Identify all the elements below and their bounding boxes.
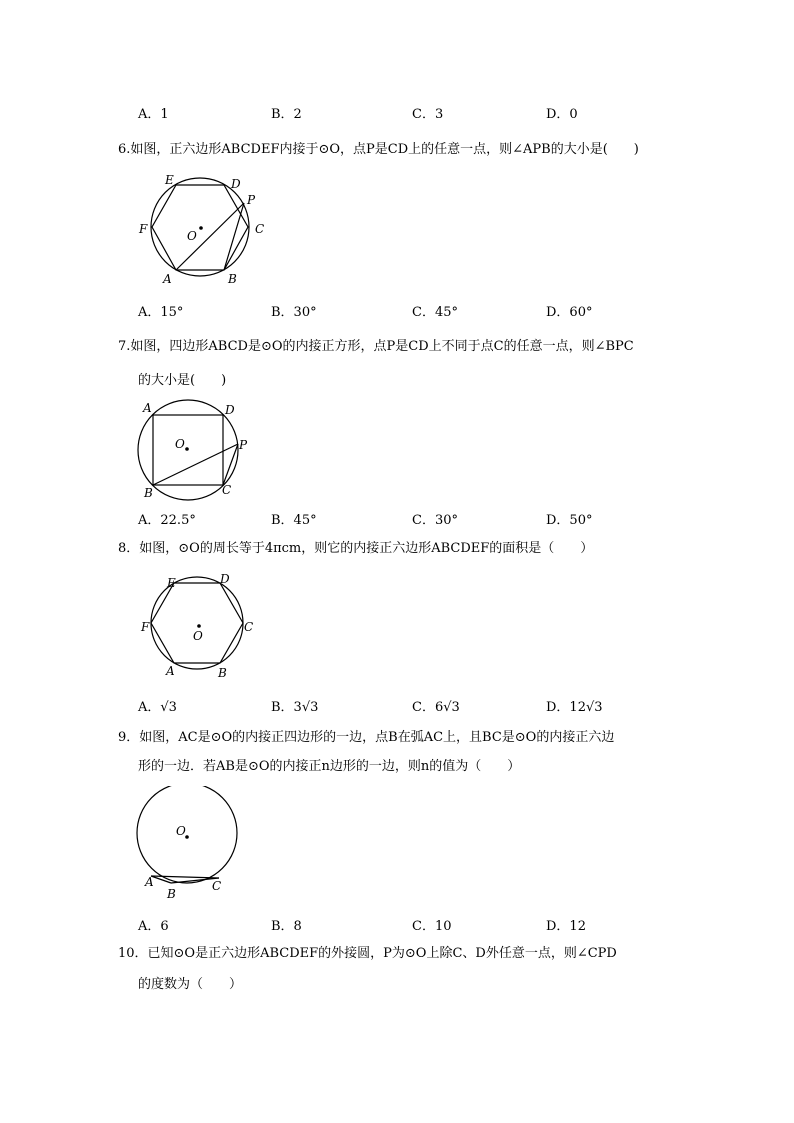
q6-figure — [130, 170, 270, 290]
q7-option-c: C．30° — [412, 513, 458, 528]
q8-label-d: D — [220, 572, 230, 586]
q7-label-o: O — [175, 437, 185, 451]
q6-label-o: O — [187, 229, 197, 243]
q7-question-text-line1: 7.如图，四边形ABCD是⊙O的内接正方形，点P是CD上不同于点C的任意一点，则∠BPC — [118, 339, 634, 354]
q6-question-text: 6.如图，正六边形ABCDEF内接于⊙O，点P是CD上的任意一点，则∠APB的大小是( ) — [118, 142, 639, 157]
q9-label-b: B — [167, 887, 176, 901]
q7-label-b: B — [144, 486, 153, 500]
q6-option-c: C．45° — [412, 305, 458, 320]
q6-option-d: D．60° — [546, 305, 593, 320]
q6-options — [138, 301, 698, 319]
q9-question-text-line2: 形的一边．若AB是⊙O的内接正n边形的一边，则n的值为（ ） — [138, 759, 521, 774]
q8-option-c: C．6√3 — [412, 700, 460, 715]
q9-label-o: O — [176, 824, 186, 838]
q8-question-text: 8．如图，⊙O的周长等于4πcm，则它的内接正六边形ABCDEF的面积是（ ） — [118, 541, 594, 556]
q9-option-b: B．8 — [271, 919, 302, 934]
q6-label-e: E — [165, 173, 174, 187]
q7-option-a: A．22.5° — [138, 513, 196, 528]
q8-label-c: C — [244, 620, 254, 634]
q8-label-o: O — [193, 629, 203, 643]
q8-label-b: B — [218, 666, 227, 680]
q8-option-a: A．√3 — [138, 700, 177, 715]
q8-label-e: E — [167, 576, 176, 590]
q9-question-text-line1: 9．如图，AC是⊙O的内接正四边形的一边，点B在弧AC上，且BC是⊙O的内接正六边 — [118, 730, 615, 745]
q6-label-a: A — [163, 272, 172, 286]
q9-option-d: D．12 — [546, 919, 586, 934]
q6-label-d: D — [231, 177, 241, 191]
q8-option-b: B．3√3 — [271, 700, 319, 715]
q6-option-b: B．30° — [271, 305, 317, 320]
q10-question-text-line2: 的度数为（ ） — [138, 977, 243, 992]
q7-figure — [130, 398, 260, 502]
q9-option-c: C．10 — [412, 919, 452, 934]
q6-option-a: A．15° — [138, 305, 184, 320]
q6-label-c: C — [255, 222, 265, 236]
q7-question-text-line2: 的大小是( ) — [138, 373, 227, 388]
q10-question-text-line1: 10．已知⊙O是正六边形ABCDEF的外接圆，P为⊙O上除C、D外任意一点，则∠CPD — [118, 946, 617, 961]
q7-label-d: D — [225, 403, 235, 417]
q9-label-c: C — [212, 879, 222, 893]
q8-label-f: F — [141, 620, 150, 634]
q5-option-b: B．2 — [271, 107, 302, 122]
q7-label-c: C — [222, 483, 232, 497]
q7-label-p: P — [239, 438, 248, 452]
q7-option-d: D．50° — [546, 513, 593, 528]
q7-label-a: A — [143, 401, 152, 415]
q5-options — [138, 103, 698, 121]
q9-figure — [135, 786, 255, 904]
q8-option-d: D．12√3 — [546, 700, 603, 715]
q7-option-b: B．45° — [271, 513, 317, 528]
q8-label-a: A — [166, 664, 175, 678]
q9-label-a: A — [145, 875, 154, 889]
q9-option-a: A．6 — [138, 919, 169, 934]
q5-option-d: D．0 — [546, 107, 578, 122]
q9-options — [138, 915, 698, 933]
q8-figure — [138, 568, 262, 682]
q6-label-p: P — [247, 193, 256, 207]
q5-option-a: A．1 — [138, 107, 169, 122]
q8-options — [138, 696, 698, 714]
q6-label-b: B — [228, 272, 237, 286]
q6-label-f: F — [139, 222, 148, 236]
q5-option-c: C．3 — [412, 107, 444, 122]
q7-options — [138, 509, 698, 527]
